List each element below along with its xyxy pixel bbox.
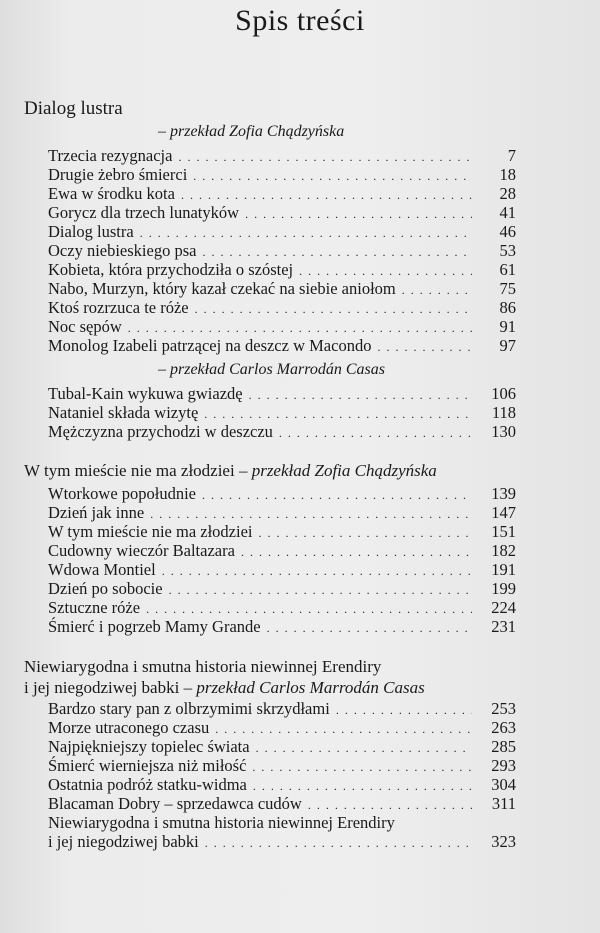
toc-entry-title: Dzień jak inne bbox=[48, 503, 145, 522]
toc-entry-page: 304 bbox=[491, 775, 516, 794]
toc-entry[interactable] bbox=[48, 384, 516, 403]
toc-entry-page: 18 bbox=[499, 165, 516, 184]
toc-entry-multiline-second[interactable] bbox=[48, 832, 516, 851]
toc-entry[interactable] bbox=[48, 560, 516, 579]
toc-entry[interactable] bbox=[48, 503, 516, 522]
section-title-w-tym-miescie bbox=[24, 460, 437, 482]
toc-entry-page: 130 bbox=[491, 422, 516, 441]
toc-entry[interactable] bbox=[48, 598, 516, 617]
toc-entry-title-line1: Niewiarygodna i smutna historia niewinnej Erendiry bbox=[48, 813, 395, 832]
toc-entry-title: Blacaman Dobry – sprzedawca cudów bbox=[48, 794, 302, 813]
toc-entry-multiline-first[interactable] bbox=[48, 813, 516, 832]
section-translator: – przekład Zofia Chądzyńska bbox=[238, 461, 437, 480]
toc-entry-title: Ostatnia podróż statku-widma bbox=[48, 775, 247, 794]
toc-entry-page: 231 bbox=[491, 617, 516, 636]
leader-dots bbox=[377, 338, 472, 357]
toc-list-section-3 bbox=[48, 699, 516, 851]
toc-entry[interactable] bbox=[48, 241, 516, 260]
toc-entry-title: Gorycz dla trzech lunatyków bbox=[48, 203, 240, 222]
toc-entry-title: Nataniel składa wizytę bbox=[48, 403, 199, 422]
toc-entry[interactable] bbox=[48, 336, 516, 355]
page-title: Spis treści bbox=[235, 4, 365, 37]
leader-dots bbox=[402, 281, 472, 300]
toc-entry-page: 191 bbox=[491, 560, 516, 579]
toc-entry[interactable] bbox=[48, 165, 516, 184]
toc-entry-page: 46 bbox=[499, 222, 516, 241]
toc-entry[interactable] bbox=[48, 146, 516, 165]
toc-entry-title: Drugie żebro śmierci bbox=[48, 165, 188, 184]
toc-entry-page: 97 bbox=[499, 336, 516, 355]
leader-dots bbox=[202, 486, 472, 505]
toc-entry[interactable] bbox=[48, 279, 516, 298]
toc-entry-page: 311 bbox=[491, 794, 516, 813]
toc-entry-title: Ewa w środku kota bbox=[48, 184, 175, 203]
toc-entry[interactable] bbox=[48, 484, 516, 503]
leader-dots bbox=[193, 167, 472, 186]
toc-entry[interactable] bbox=[48, 756, 516, 775]
leader-dots bbox=[267, 619, 472, 638]
toc-entry-page: 182 bbox=[491, 541, 516, 560]
toc-entry-page: 61 bbox=[499, 260, 516, 279]
toc-entry-page: 224 bbox=[491, 598, 516, 617]
toc-entry-page: 199 bbox=[491, 579, 516, 598]
toc-entry-title: Ktoś rozrzuca te róże bbox=[48, 298, 189, 317]
toc-entry[interactable] bbox=[48, 260, 516, 279]
toc-entry-page: 41 bbox=[499, 203, 516, 222]
leader-dots bbox=[252, 758, 472, 777]
toc-entry-title: Sztuczne róże bbox=[48, 598, 141, 617]
toc-entry[interactable] bbox=[48, 718, 516, 737]
toc-entry-title: Morze utraconego czasu bbox=[48, 718, 210, 737]
leader-dots bbox=[279, 424, 472, 443]
toc-entry-title: Śmierć wierniejsza niż miłość bbox=[48, 756, 247, 775]
toc-entry-title: W tym mieście nie ma złodziei bbox=[48, 522, 253, 541]
toc-entry-title: Oczy niebieskiego psa bbox=[48, 241, 197, 260]
leader-dots bbox=[178, 148, 472, 167]
leader-dots bbox=[245, 205, 472, 224]
section-title-line2-wrap bbox=[24, 677, 425, 698]
leader-dots bbox=[259, 524, 472, 543]
toc-entry-page: 293 bbox=[491, 756, 516, 775]
leader-dots bbox=[256, 739, 472, 758]
toc-entry-title-line2: i jej niegodziwej babki bbox=[48, 832, 199, 851]
leader-dots bbox=[336, 701, 472, 720]
toc-list-section-2 bbox=[48, 484, 516, 636]
toc-entry-title: Trzecia rezygnacja bbox=[48, 146, 173, 165]
leader-dots bbox=[241, 543, 472, 562]
toc-entry[interactable] bbox=[48, 579, 516, 598]
toc-entry-page: 253 bbox=[491, 699, 516, 718]
toc-entry[interactable] bbox=[48, 422, 516, 441]
leader-dots bbox=[195, 300, 472, 319]
toc-entry[interactable] bbox=[48, 522, 516, 541]
toc-entry-title: Śmierć i pogrzeb Mamy Grande bbox=[48, 617, 261, 636]
toc-entry-title: Nabo, Murzyn, który kazał czekać na siebie aniołom bbox=[48, 279, 396, 298]
toc-entry-page: 285 bbox=[491, 737, 516, 756]
toc-entry[interactable] bbox=[48, 541, 516, 560]
section-title-erendira bbox=[24, 656, 425, 698]
toc-entry-title: Wdowa Montiel bbox=[48, 560, 156, 579]
toc-entry-page: 263 bbox=[491, 718, 516, 737]
toc-entry[interactable] bbox=[48, 222, 516, 241]
toc-entry-page: 147 bbox=[491, 503, 516, 522]
toc-entry-title: Wtorkowe popołudnie bbox=[48, 484, 197, 503]
toc-entry[interactable] bbox=[48, 317, 516, 336]
toc-entry-title: Noc sępów bbox=[48, 317, 122, 336]
toc-entry-page: 53 bbox=[499, 241, 516, 260]
section-title-text: W tym mieście nie ma złodziei bbox=[24, 461, 235, 480]
toc-entry[interactable] bbox=[48, 794, 516, 813]
toc-entry[interactable] bbox=[48, 203, 516, 222]
leader-dots bbox=[249, 386, 472, 405]
toc-entry-page: 151 bbox=[491, 522, 516, 541]
toc-entry-page: 323 bbox=[491, 832, 516, 851]
leader-dots bbox=[205, 834, 472, 853]
leader-dots bbox=[162, 562, 472, 581]
toc-entry-page: 86 bbox=[499, 298, 516, 317]
toc-entry[interactable] bbox=[48, 617, 516, 636]
toc-entry-page: 118 bbox=[491, 403, 516, 422]
toc-entry-page: 106 bbox=[491, 384, 516, 403]
toc-entry[interactable] bbox=[48, 775, 516, 794]
toc-entry-title: Dialog lustra bbox=[48, 222, 134, 241]
leader-dots bbox=[169, 581, 472, 600]
section-title-dialog-lustra: Dialog lustra bbox=[24, 98, 123, 119]
toc-entry-page: 91 bbox=[499, 317, 516, 336]
toc-entry[interactable] bbox=[48, 403, 516, 422]
toc-entry-title: Tubal-Kain wykuwa gwiazdę bbox=[48, 384, 243, 403]
toc-entry[interactable] bbox=[48, 298, 516, 317]
toc-list-section-1b bbox=[48, 384, 516, 441]
toc-entry-title: Najpiękniejszy topielec świata bbox=[48, 737, 250, 756]
toc-entry-page: 75 bbox=[499, 279, 516, 298]
toc-entry-title: Bardzo stary pan z olbrzymimi skrzydłami bbox=[48, 699, 330, 718]
leader-dots bbox=[215, 720, 472, 739]
toc-list-section-1 bbox=[48, 146, 516, 355]
toc-entry[interactable] bbox=[48, 184, 516, 203]
toc-entry[interactable] bbox=[48, 737, 516, 756]
toc-entry-page: 28 bbox=[499, 184, 516, 203]
toc-entry-title: Mężczyzna przychodzi w deszczu bbox=[48, 422, 273, 441]
section-translator: – przekład Zofia Chądzyńska bbox=[158, 123, 345, 140]
section-translator-2: – przekład Carlos Marrodán Casas bbox=[158, 361, 385, 378]
toc-entry-page: 7 bbox=[507, 146, 516, 165]
toc-entry-title: Kobieta, która przychodziła o szóstej bbox=[48, 260, 294, 279]
toc-entry-title: Dzień po sobocie bbox=[48, 579, 163, 598]
toc-entry[interactable] bbox=[48, 699, 516, 718]
toc-entry-page: 139 bbox=[491, 484, 516, 503]
section-translator: – przekład Carlos Marrodán Casas bbox=[183, 678, 425, 697]
toc-entry-title: Monolog Izabeli patrzącej na deszcz w Macondo bbox=[48, 336, 372, 355]
section-title-line1: Niewiarygodna i smutna historia niewinnej Erendiry bbox=[24, 657, 382, 676]
section-title-line2: i jej niegodziwej babki bbox=[24, 678, 180, 697]
toc-entry-title: Cudowny wieczór Baltazara bbox=[48, 541, 235, 560]
